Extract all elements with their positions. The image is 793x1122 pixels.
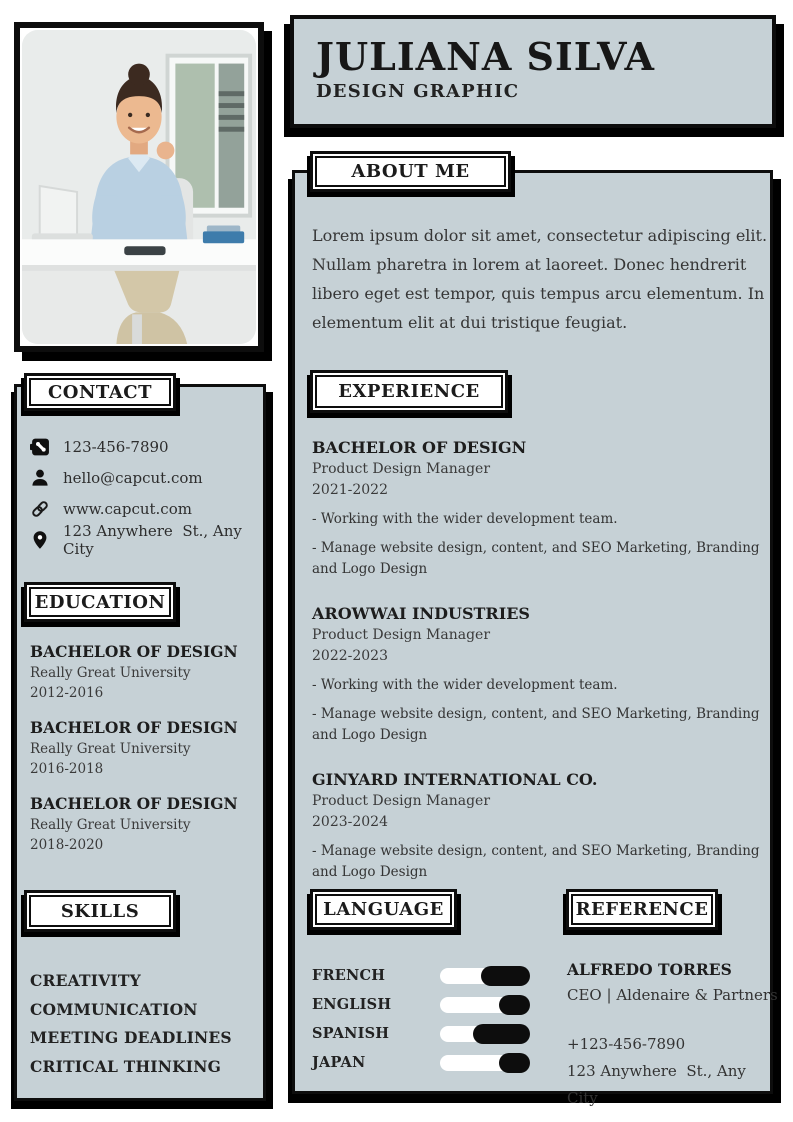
experience-years: 2023-2024 [312, 814, 388, 830]
language-name: ENGLISH [312, 996, 392, 1013]
website-value: www.capcut.com [63, 499, 192, 518]
contact-row-website [30, 493, 258, 524]
name-header-box [290, 15, 776, 128]
experience-heading: EXPERIENCE [338, 381, 480, 402]
experience-role: Product Design Manager [312, 793, 491, 809]
location-icon [30, 530, 50, 550]
experience-role: Product Design Manager [312, 627, 491, 643]
skill-item: CRITICAL THINKING [30, 1056, 222, 1076]
language-level-bar [440, 1026, 530, 1042]
language-row [312, 1048, 530, 1077]
reference-phone: +123-456-7890 [567, 1035, 686, 1053]
reference-name: ALFREDO TORRES [567, 960, 732, 979]
education-years: 2012-2016 [30, 685, 104, 701]
phone-icon [30, 437, 50, 457]
experience-bullet: - Working with the wider development team. [312, 511, 618, 527]
skill-item: COMMUNICATION [30, 999, 198, 1019]
education-school: Really Great University [30, 665, 191, 681]
address-value: 123 Anywhere St., Any City [63, 521, 247, 558]
reference-heading: REFERENCE [575, 899, 709, 920]
education-entry [30, 793, 255, 855]
experience-bullet: - Manage website design, content, and SEO Marketing, Branding and Logo Design [312, 540, 760, 577]
skill-item: MEETING DEADLINES [30, 1028, 232, 1047]
about-section-header [310, 151, 511, 192]
experience-list [312, 437, 762, 906]
skill-item: CREATIVITY [30, 971, 141, 990]
language-level-fill [499, 1053, 531, 1073]
education-school: Really Great University [30, 817, 191, 833]
phone-value: 123-456-7890 [63, 437, 169, 456]
experience-role: Product Design Manager [312, 461, 491, 477]
contact-row-email [30, 462, 258, 493]
language-row [312, 990, 530, 1019]
experience-years: 2021-2022 [312, 482, 388, 498]
person-icon [30, 468, 50, 488]
experience-bullet: - Manage website design, content, and SEO Marketing, Branding and Logo Design [312, 706, 760, 743]
experience-company: BACHELOR OF DESIGN [312, 438, 527, 457]
reference-block [567, 957, 779, 1112]
education-entry [30, 641, 255, 703]
contact-heading: CONTACT [47, 381, 153, 403]
profile-photo-frame [14, 22, 264, 352]
email-value: hello@capcut.com [63, 468, 203, 487]
language-name: SPANISH [312, 1025, 390, 1042]
education-entry [30, 717, 255, 779]
profile-photo [22, 30, 256, 344]
about-heading: ABOUT ME [351, 161, 470, 182]
reference-role: CEO | Aldenaire & Partners [567, 986, 778, 1004]
contact-section-header [24, 373, 176, 411]
skills-section-header [24, 890, 176, 932]
language-level-bar [440, 997, 530, 1013]
education-years: 2016-2018 [30, 761, 104, 777]
contact-list [30, 431, 258, 558]
language-level-bar [440, 968, 530, 984]
experience-company: GINYARD INTERNATIONAL CO. [312, 770, 598, 789]
contact-row-address [30, 521, 258, 558]
education-school: Really Great University [30, 741, 191, 757]
contact-row-phone [30, 431, 258, 462]
language-name: JAPAN [312, 1054, 366, 1071]
experience-section-header [310, 370, 508, 413]
experience-entry [312, 437, 762, 580]
experience-years: 2022-2023 [312, 648, 388, 664]
skills-list [30, 967, 258, 1081]
experience-bullet: - Working with the wider development team. [312, 677, 618, 693]
education-degree: BACHELOR OF DESIGN [30, 794, 238, 813]
link-icon [30, 499, 50, 519]
experience-entry [312, 769, 762, 883]
education-degree: BACHELOR OF DESIGN [30, 642, 238, 661]
education-heading: EDUCATION [34, 591, 166, 613]
experience-company: AROWWAI INDUSTRIES [312, 604, 530, 623]
language-heading: LANGUAGE [323, 899, 444, 920]
education-degree: BACHELOR OF DESIGN [30, 718, 238, 737]
language-list [312, 961, 530, 1077]
about-text: Lorem ipsum dolor sit amet, consectetur adipiscing elit. Nullam pharetra in lorem at laoreet. Donec hendrerit libero eget est tempor, quis tempus arcu elementum. In elementum elit at dui tristique feugiat. [312, 226, 768, 332]
experience-bullet: - Manage website design, content, and SEO Marketing, Branding and Logo Design [312, 843, 760, 880]
language-level-bar [440, 1055, 530, 1071]
language-name: FRENCH [312, 967, 386, 984]
education-section-header [24, 582, 176, 622]
person-job-title: DESIGN GRAPHIC [316, 81, 520, 102]
language-level-fill [499, 995, 530, 1015]
language-level-fill [481, 966, 531, 986]
reference-address: 123 Anywhere St., Any City [567, 1062, 751, 1107]
person-name: JULIANA SILVA [316, 34, 655, 79]
language-row [312, 961, 530, 990]
reference-spacer [567, 1008, 779, 1031]
language-row [312, 1019, 530, 1048]
education-years: 2018-2020 [30, 837, 104, 853]
experience-entry [312, 603, 762, 746]
education-list [30, 641, 255, 869]
language-level-fill [473, 1024, 530, 1044]
skills-heading: SKILLS [60, 900, 140, 922]
